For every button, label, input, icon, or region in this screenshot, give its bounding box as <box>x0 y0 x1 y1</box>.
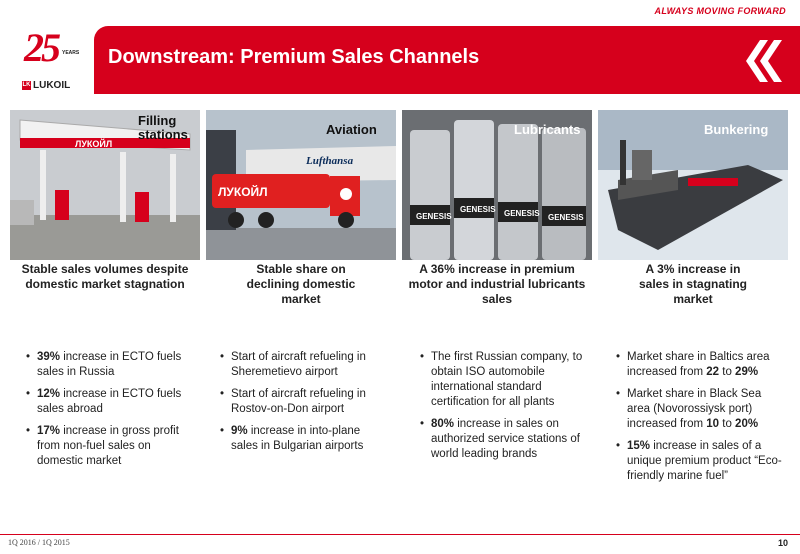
tagline: ALWAYS MOVING FORWARD <box>654 6 786 16</box>
aviation-label: Aviation <box>326 122 377 137</box>
logo-brand-text: LUKOIL <box>33 80 71 91</box>
truck-text: ЛУКОЙЛ <box>218 185 268 199</box>
aviation-photo <box>206 110 396 260</box>
plane-text: Lufthansa <box>306 155 354 167</box>
svg-text:GENESIS: GENESIS <box>460 205 496 214</box>
filling-stations-label: Filling stations <box>138 113 188 142</box>
list-item: • 15% increase in sales of a unique premium product “Eco-friendly marine fuel” <box>616 439 786 484</box>
aviation-heading: Stable share on declining domestic market <box>246 262 356 306</box>
list-item: • Start of aircraft refueling in Sheremetievo airport <box>220 350 390 380</box>
bunkering-bullets <box>616 350 786 491</box>
list-item: • 9% increase in into-plane sales in Bulgarian airports <box>220 424 390 454</box>
aviation-bullets <box>220 350 390 461</box>
title-banner <box>94 26 800 94</box>
lukoil-mark-icon: LK <box>22 82 31 88</box>
filling-station-photo <box>10 110 200 260</box>
chevrons-icon <box>742 38 786 84</box>
filling-stations-heading: Stable sales volumes despite domestic market stagnation <box>21 262 189 291</box>
svg-text:GENESIS: GENESIS <box>504 209 540 218</box>
footer-divider <box>0 534 800 535</box>
logo-number: 25 <box>24 25 58 70</box>
lubricants-bullets <box>420 350 590 469</box>
list-item: • Market share in Baltics area increased from 22 to 29% <box>616 350 786 380</box>
list-item: • 12% increase in ECTO fuels sales abroad <box>26 387 196 417</box>
logo-years: YEARS <box>62 50 80 56</box>
lukoil-logo <box>22 25 84 98</box>
list-item: • 17% increase in gross profit from non-fuel sales on domestic market <box>26 424 196 469</box>
list-item: • 39% increase in ECTO fuels sales in Russia <box>26 350 196 380</box>
list-item: • Market share in Black Sea area (Novorossiysk port) increased from 10 to 20% <box>616 387 786 432</box>
footer-period: 1Q 2016 / 1Q 2015 <box>8 538 70 547</box>
filling-stations-bullets <box>26 350 196 476</box>
list-item: • Start of aircraft refueling in Rostov-on-Don airport <box>220 387 390 417</box>
svg-text:GENESIS: GENESIS <box>548 213 584 222</box>
bunkering-photo <box>598 110 788 260</box>
lubricants-photo <box>402 110 592 260</box>
bunkering-heading: A 3% increase in sales in stagnating market <box>638 262 748 306</box>
page-number: 10 <box>777 538 788 548</box>
logo-brand <box>22 80 70 91</box>
station-canopy-text: ЛУКОЙЛ <box>75 139 113 149</box>
page-title: Downstream: Premium Sales Channels <box>108 46 480 68</box>
lubricants-label: Lubricants <box>514 122 581 137</box>
bunkering-label: Bunkering <box>704 122 769 137</box>
list-item: • The first Russian company, to obtain ISO automobile international standard certification for all plants <box>420 350 590 410</box>
list-item: • 80% increase in sales on authorized service stations of world leading brands <box>420 417 590 462</box>
svg-text:GENESIS: GENESIS <box>416 212 452 221</box>
lubricants-heading: A 36% increase in premium motor and industrial lubricants sales <box>408 262 586 306</box>
